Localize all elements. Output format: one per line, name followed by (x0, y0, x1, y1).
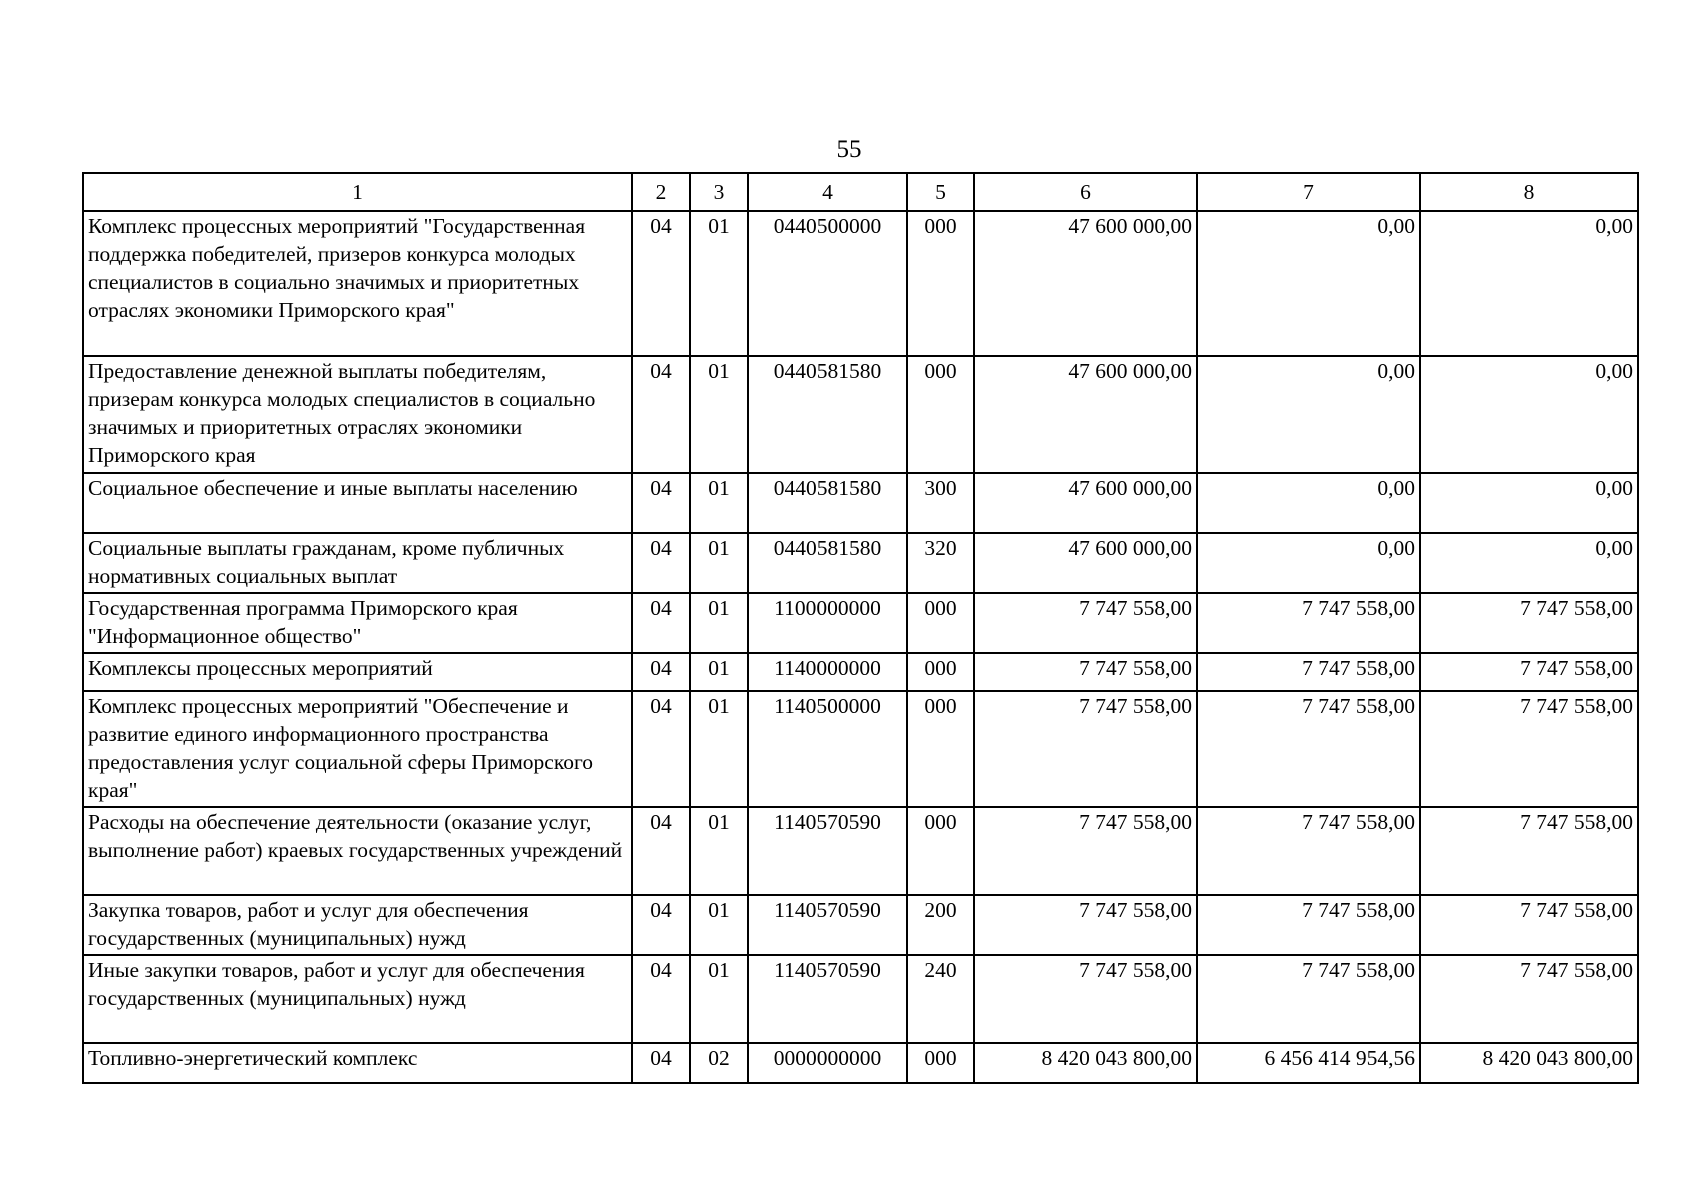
section-code: 04 (632, 1043, 690, 1083)
amount-col8: 0,00 (1420, 211, 1638, 356)
expense-type-code: 240 (907, 955, 974, 1043)
table-row (83, 653, 1638, 691)
amount-col8: 8 420 043 800,00 (1420, 1043, 1638, 1083)
budget-table (82, 172, 1639, 1084)
row-name: Социальное обеспечение и иные выплаты населению (83, 473, 632, 533)
amount-col8: 0,00 (1420, 473, 1638, 533)
target-article-code: 0440500000 (748, 211, 907, 356)
amount-col8: 7 747 558,00 (1420, 895, 1638, 955)
amount-col6: 7 747 558,00 (974, 955, 1197, 1043)
subsection-code: 01 (690, 691, 748, 807)
row-name: Комплексы процессных мероприятий (83, 653, 632, 691)
target-article-code: 1140500000 (748, 691, 907, 807)
amount-col6: 7 747 558,00 (974, 593, 1197, 653)
column-header: 1 (83, 173, 632, 211)
expense-type-code: 300 (907, 473, 974, 533)
section-code: 04 (632, 955, 690, 1043)
table-row (83, 356, 1638, 473)
target-article-code: 0440581580 (748, 473, 907, 533)
subsection-code: 01 (690, 211, 748, 356)
expense-type-code: 000 (907, 691, 974, 807)
amount-col7: 0,00 (1197, 473, 1420, 533)
expense-type-code: 320 (907, 533, 974, 593)
section-code: 04 (632, 533, 690, 593)
target-article-code: 1140570590 (748, 895, 907, 955)
row-name: Топливно-энергетический комплекс (83, 1043, 632, 1083)
subsection-code: 01 (690, 356, 748, 473)
target-article-code: 1140000000 (748, 653, 907, 691)
target-article-code: 0440581580 (748, 356, 907, 473)
expense-type-code: 000 (907, 593, 974, 653)
amount-col7: 7 747 558,00 (1197, 955, 1420, 1043)
amount-col6: 7 747 558,00 (974, 807, 1197, 895)
row-name: Комплекс процессных мероприятий "Обеспечение и развитие единого информационного пространства предоставления услуг социальной сферы Приморского края" (83, 691, 632, 807)
amount-col8: 0,00 (1420, 356, 1638, 473)
amount-col8: 0,00 (1420, 533, 1638, 593)
subsection-code: 01 (690, 955, 748, 1043)
section-code: 04 (632, 593, 690, 653)
target-article-code: 1100000000 (748, 593, 907, 653)
amount-col6: 47 600 000,00 (974, 473, 1197, 533)
section-code: 04 (632, 807, 690, 895)
amount-col7: 7 747 558,00 (1197, 895, 1420, 955)
subsection-code: 01 (690, 895, 748, 955)
section-code: 04 (632, 691, 690, 807)
amount-col6: 8 420 043 800,00 (974, 1043, 1197, 1083)
row-name: Государственная программа Приморского края "Информационное общество" (83, 593, 632, 653)
target-article-code: 1140570590 (748, 807, 907, 895)
amount-col8: 7 747 558,00 (1420, 593, 1638, 653)
column-header: 8 (1420, 173, 1638, 211)
table-row (83, 895, 1638, 955)
amount-col7: 7 747 558,00 (1197, 807, 1420, 895)
expense-type-code: 000 (907, 653, 974, 691)
expense-type-code: 000 (907, 1043, 974, 1083)
table-row (83, 473, 1638, 533)
section-code: 04 (632, 895, 690, 955)
subsection-code: 01 (690, 533, 748, 593)
page-number: 55 (836, 136, 862, 163)
row-name: Комплекс процессных мероприятий "Государственная поддержка победителей, призеров конкурса молодых специалистов в социально значимых и приоритетных отраслях экономики Приморского края" (83, 211, 632, 356)
amount-col6: 47 600 000,00 (974, 211, 1197, 356)
table-row (83, 593, 1638, 653)
amount-col7: 0,00 (1197, 211, 1420, 356)
amount-col8: 7 747 558,00 (1420, 955, 1638, 1043)
section-code: 04 (632, 356, 690, 473)
subsection-code: 02 (690, 1043, 748, 1083)
row-name: Закупка товаров, работ и услуг для обеспечения государственных (муниципальных) нужд (83, 895, 632, 955)
target-article-code: 0440581580 (748, 533, 907, 593)
target-article-code: 0000000000 (748, 1043, 907, 1083)
row-name: Расходы на обеспечение деятельности (оказание услуг, выполнение работ) краевых государственных учреждений (83, 807, 632, 895)
amount-col6: 7 747 558,00 (974, 895, 1197, 955)
row-name: Социальные выплаты гражданам, кроме публичных нормативных социальных выплат (83, 533, 632, 593)
column-header: 2 (632, 173, 690, 211)
section-code: 04 (632, 653, 690, 691)
amount-col8: 7 747 558,00 (1420, 653, 1638, 691)
table-row (83, 533, 1638, 593)
column-header: 5 (907, 173, 974, 211)
amount-col8: 7 747 558,00 (1420, 807, 1638, 895)
expense-type-code: 000 (907, 211, 974, 356)
amount-col6: 7 747 558,00 (974, 691, 1197, 807)
amount-col7: 7 747 558,00 (1197, 691, 1420, 807)
table-row (83, 211, 1638, 356)
table-row (83, 691, 1638, 807)
section-code: 04 (632, 473, 690, 533)
target-article-code: 1140570590 (748, 955, 907, 1043)
table-row (83, 807, 1638, 895)
amount-col6: 7 747 558,00 (974, 653, 1197, 691)
amount-col7: 7 747 558,00 (1197, 653, 1420, 691)
amount-col6: 47 600 000,00 (974, 533, 1197, 593)
amount-col7: 0,00 (1197, 533, 1420, 593)
amount-col7: 7 747 558,00 (1197, 593, 1420, 653)
column-header: 3 (690, 173, 748, 211)
header-row (83, 173, 1638, 211)
column-header: 7 (1197, 173, 1420, 211)
expense-type-code: 200 (907, 895, 974, 955)
amount-col6: 47 600 000,00 (974, 356, 1197, 473)
column-header: 4 (748, 173, 907, 211)
section-code: 04 (632, 211, 690, 356)
subsection-code: 01 (690, 807, 748, 895)
row-name: Предоставление денежной выплаты победителям, призерам конкурса молодых специалистов в социально значимых и приоритетных отраслях экономики Приморского края (83, 356, 632, 473)
table-row (83, 1043, 1638, 1083)
column-header: 6 (974, 173, 1197, 211)
table-row (83, 955, 1638, 1043)
row-name: Иные закупки товаров, работ и услуг для обеспечения государственных (муниципальных) нужд (83, 955, 632, 1043)
amount-col7: 0,00 (1197, 356, 1420, 473)
subsection-code: 01 (690, 473, 748, 533)
subsection-code: 01 (690, 593, 748, 653)
expense-type-code: 000 (907, 807, 974, 895)
amount-col7: 6 456 414 954,56 (1197, 1043, 1420, 1083)
expense-type-code: 000 (907, 356, 974, 473)
subsection-code: 01 (690, 653, 748, 691)
amount-col8: 7 747 558,00 (1420, 691, 1638, 807)
